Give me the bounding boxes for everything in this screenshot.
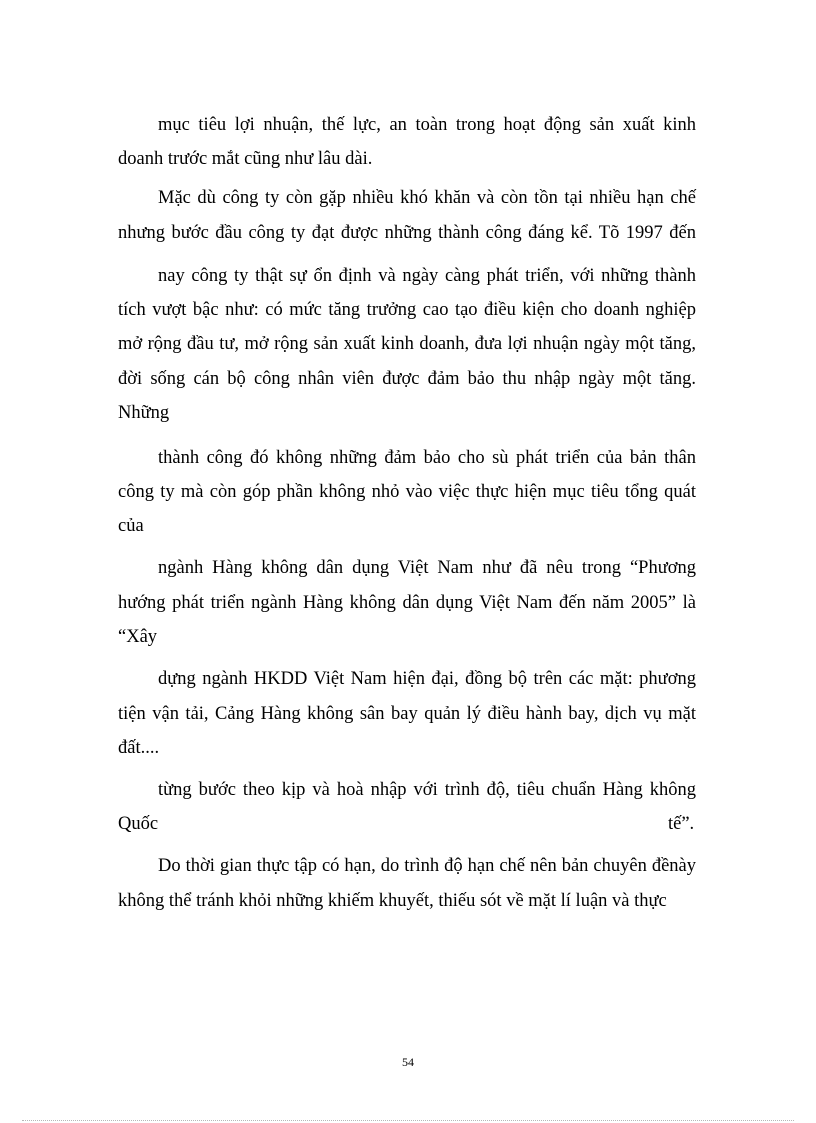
text-line: tế”. — [668, 814, 695, 834]
text-line: mở rộng đầu tư, mở rộng sản xuất kinh doanh, đưa lợi nhuận ngày một tăng, — [118, 334, 696, 354]
text-line: nhưng bước đầu công ty đạt được những thành công đáng kể. Tõ 1997 đến — [118, 223, 696, 243]
text-line: nay công ty thật sự ổn định và ngày càng phát triển, với những thành — [158, 266, 696, 286]
page-bottom-border — [22, 1120, 794, 1121]
text-line: Mặc dù công ty còn gặp nhiều khó khăn và còn tồn tại nhiều hạn chế — [158, 188, 696, 208]
text-line: từng bước theo kịp và hoà nhập với trình độ, tiêu chuẩn Hàng không — [158, 780, 696, 800]
text-line: không thể tránh khỏi những khiếm khuyết, thiếu sót về mặt lí luận và thực — [118, 891, 667, 911]
text-line: tích vượt bậc như: có mức tăng trưởng cao tạo điều kiện cho doanh nghiệp — [118, 300, 696, 320]
text-line: dựng ngành HKDD Việt Nam hiện đại, đồng bộ trên các mặt: phương — [158, 669, 696, 689]
text-line: của — [118, 516, 144, 536]
text-line: ngành Hàng không dân dụng Việt Nam như đã nêu trong “Phương — [158, 558, 696, 578]
text-line: công ty mà còn góp phần không nhỏ vào việc thực hiện mục tiêu tổng quát — [118, 482, 696, 502]
text-line: “Xây — [118, 627, 158, 647]
text-line: mục tiêu lợi nhuận, thế lực, an toàn trong hoạt động sản xuất kinh — [158, 115, 696, 135]
text-line: Những — [118, 403, 170, 423]
page-number: 54 — [402, 1055, 414, 1069]
text-line: tiện vận tải, Cảng Hàng không sân bay quản lý điều hành bay, dịch vụ mặt — [118, 704, 696, 724]
text-line: Do thời gian thực tập có hạn, do trình độ hạn chế nên bản chuyên đềnày — [158, 856, 696, 876]
text-line: hướng phát triển ngành Hàng không dân dụng Việt Nam đến năm 2005” là — [118, 593, 696, 613]
text-line: doanh trước mắt cũng như lâu dài. — [118, 149, 373, 169]
text-line: đất.... — [118, 738, 160, 758]
text-line: đời sống cán bộ công nhân viên được đảm bảo thu nhập ngày một tăng. — [118, 369, 696, 389]
text-line: Quốc — [118, 814, 159, 834]
text-line: thành công đó không những đảm bảo cho sù phát triển của bản thân — [158, 448, 696, 468]
